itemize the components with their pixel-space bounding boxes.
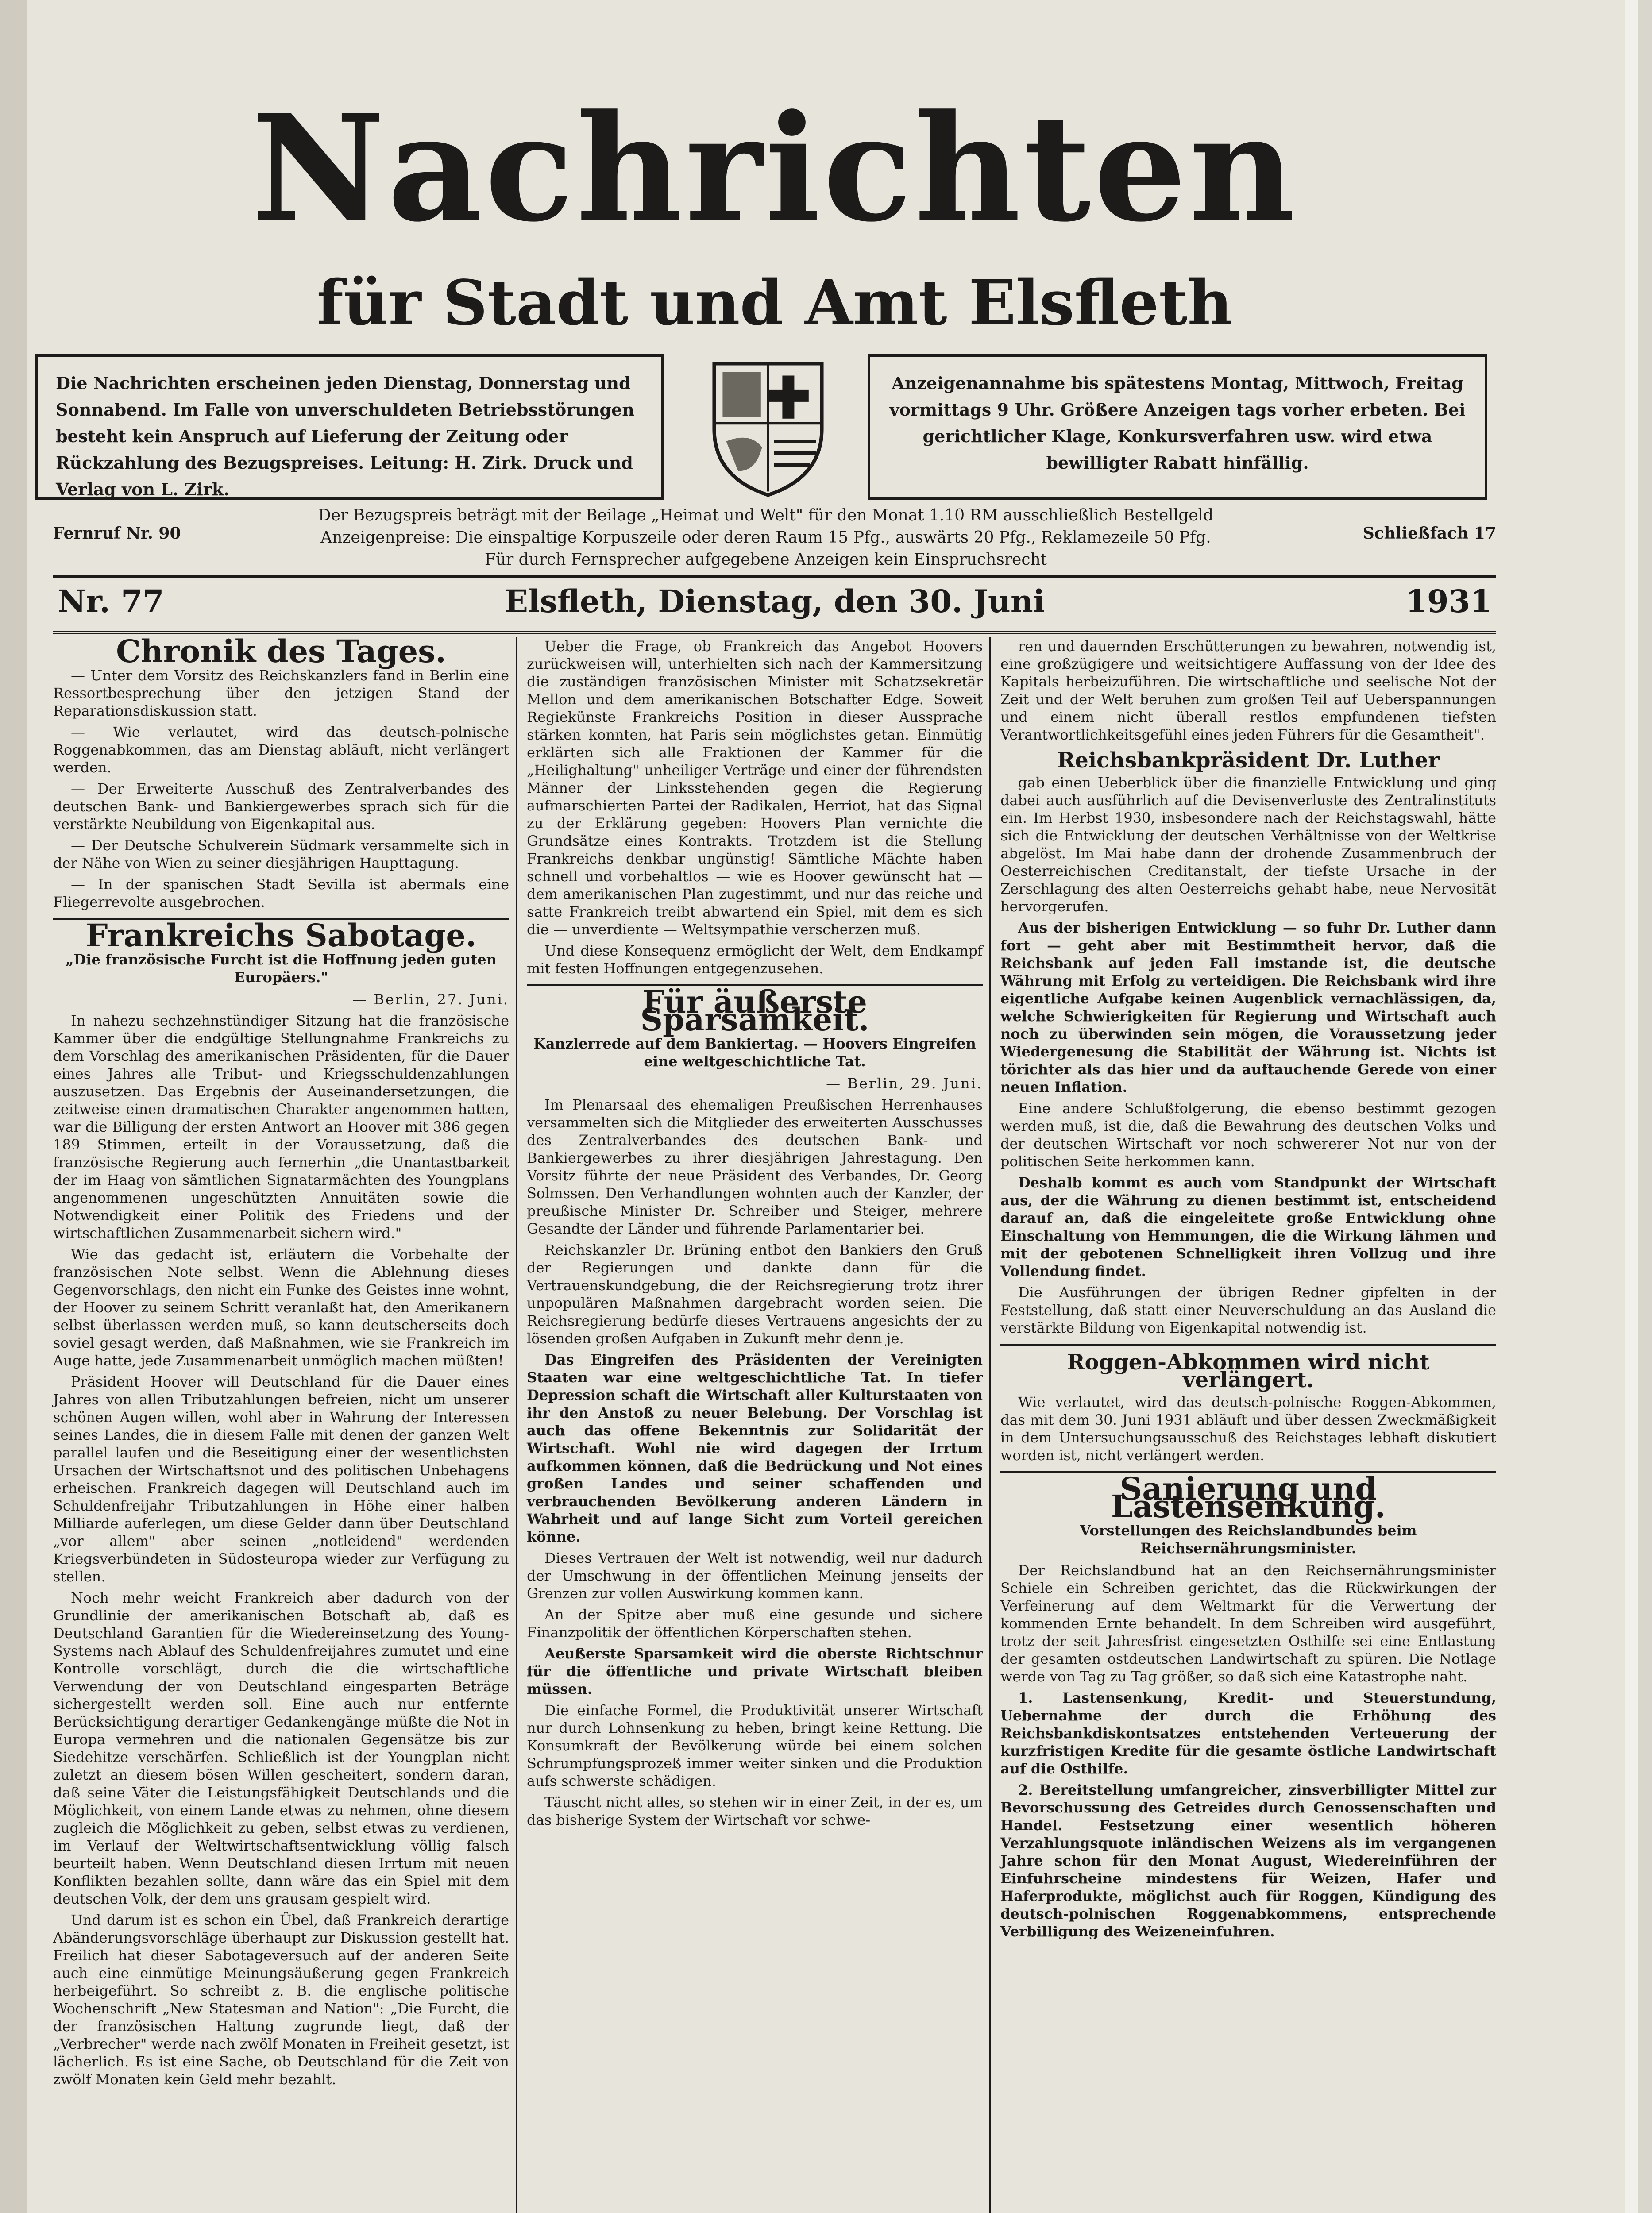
paragraph: — Wie verlautet, wird das deutsch-polnische Roggenabkommen, das am Dienstag abläuft, nicht verlängert werden. <box>53 724 509 776</box>
paragraph: Noch mehr weicht Frankreich aber dadurch von der Grundlinie der amerikanischen Botschaft ab, daß es Deutschland Garantien für die Wiedereinsetzung des Young-Systems nach Ablauf des Schuldenfreijahres zumutet und eine Kontrolle vorschlägt, durch die die wirtschaftliche Verwendung der von Deutschland eingesparten Beträge sichergestellt werden soll. Eine auch nur entfernte Berücksichtigung derartiger Gedankengänge müßte die Not in Europa vermehren und die nationalen Gegensätze bis zur Siedehitze verschärfen. Schließlich ist der Youngplan nicht zuletzt an diesem bösen Willen gescheitert, sondern daran, daß seine Väter die Leistungsfähigkeit Deutschlands und die Möglichkeit, von einem Lande etwas zu nehmen, ohne diesem zugleich die Möglichkeit zu geben, selbst etwas zu verdienen, im Verlauf der Weltwirtschaftsentwicklung völlig falsch beurteilt haben. Wenn Deutschland diesen Irrtum mit neuen Konflikten bezahlen sollte, dann wäre das ein Spiel mit dem deutschen Volk, der dem uns grausam gespielt wird. <box>53 1589 509 1907</box>
paragraph: Dieses Vertrauen der Welt ist notwendig, weil nur dadurch der Umschwung in der öffentlichen Meinung jenseits der Grenzen zur vollen Auswirkung kommen kann. <box>527 1550 983 1602</box>
price-line-3: Für durch Fernsprecher aufgegebene Anzeigen kein Einspruchsrecht <box>484 551 1047 569</box>
paragraph: Eine andere Schlußfolgerung, die ebenso bestimmt gezogen werden muß, ist die, daß die Bewahrung des deutschen Volks und der deutschen Wirtschaft vor noch schwererer Not nur von der politischen Seite herkommen kann. <box>1000 1100 1496 1170</box>
paragraph: Und darum ist es schon ein Übel, daß Frankreich derartige Abänderungsvorschläge überhaupt zur Diskussion gestellt hat. Freilich hat dieser Sabotageversuch auf der anderen Seite auch eine einmütige Meinungsäußerung gegen Frankreich herbeigeführt. So schreibt z. B. die englische politische Wochenschrift „New Statesman and Nation": „Die Furcht, die der französischen Haltung zugrunde liegt, daß der „Verbrecher" werde nach zwölf Monaten in Freiheit gesetzt, ist lächerlich. Es ist eine Sache, ob Deutschland für die Zeit von zwölf Monaten kein Geld mehr bezahlt. <box>53 1912 509 2088</box>
headline-roggen: Roggen-Abkommen wird nicht verlängert. <box>1067 1350 1430 1392</box>
paragraph: Im Plenarsaal des ehemaligen Preußischen Herrenhauses versammelten sich die Mitglieder des erweiterten Ausschusses des Zentralverbandes des deutschen Bank- und Bankiergewerbes zu ihrer diesjährigen Jahrestagung. Den Vorsitz führte der neue Präsident des Verbandes, Dr. Georg Solmssen. Den Verhandlungen wohnten auch der Kanzler, der preußische Minister Dr. Schreiber und Steiger, mehrere Gesandte der Länder und führende Parlamentarier bei. <box>527 1096 983 1237</box>
paragraph-bold: 1. Lastensenkung, Kredit- und Steuerstundung, Uebernahme der durch die Erhöhung des Reichsbankdiskontsatzes entstehenden Verteuerung der kurzfristigen Kredite für die gesamte östliche Landwirtschaft auf die Osthilfe. <box>1000 1689 1496 1777</box>
paragraph-bold: 2. Bereitstellung umfangreicher, zinsverbilligter Mittel zur Bevorschussung des Getreides durch Genossenschaften und Handel. Festsetzung einer wesentlich höheren Verzahlungsquote inländischen Weizens als im vergangenen Jahre schon für den Monat August, Wiedereinführen der Einfuhrscheine mindestens für Weizen, Hafer und Haferprodukte, möglichst auch für Roggen, Kündigung des deutsch-polnischen Roggenabkommens, entsprechende Verbilligung des Weizeneinfuhren. <box>1000 1781 1496 1940</box>
paragraph-bold: Das Eingreifen des Präsidenten der Vereinigten Staaten war eine weltgeschichtliche Tat. In tiefer Depression schaft die Wirtschaft aller Kulturstaaten von ihr den Anstoß zu neuer Belebung. Der Vorschlag ist auch das offene Bekenntnis zur Solidarität der Wirtschaft. Wohl nie wird dagegen der Irrtum aufkommen können, daß die Bedrückung und Not eines großen Landes und seiner schaffenden und verbrauchenden Bevölkerung anderen Ländern in Wahrheit und auf lange Sicht zum Vorteil gereichen könne. <box>527 1351 983 1545</box>
paragraph: — In der spanischen Stadt Sevilla ist abermals eine Fliegerrevolte ausgebrochen. <box>53 876 509 910</box>
price-line-1: Der Bezugspreis beträgt mit der Beilage „Heimat und Welt" für den Monat 1.10 RM ausschließlich Bestellgeld <box>318 506 1214 524</box>
paragraph: Präsident Hoover will Deutschland für die Dauer eines Jahres von allen Tributzahlungen befreien, nicht um unserer schönen Augen willen, wohl aber in Wahrung der Interessen seines Landes, die in diesem Falle mit denen der ganzen Welt parallel laufen und die Beseitigung einer der wesentlichsten Ursachen der Wirtschaftsnot und des politischen Unbehagens erheischen. Frankreich dagegen will Deutschland auch im Schuldenfreijahr Tributzahlungen in Höhe einer halben Milliarde auferlegen, um diese Gelder dann über Deutschland „vor allem" aber seinen „notleidend" werdenden Kriegsverbündeten in Südosteuropa wieder zur Verfügung zu stellen. <box>53 1373 509 1585</box>
headline-chronik: Chronik des Tages. <box>116 633 446 670</box>
column-2 <box>527 637 983 1832</box>
paragraph: gab einen Ueberblick über die finanzielle Entwicklung und ging dabei auch ausführlich auf die Devisenverluste des Zentralinstituts ein. Im Herbst 1930, insbesondere nach der Reichstagswahl, hätte sich die Entwicklung der deutschen Verhältnisse von der Weltkrise abgelöst. Im Mai habe dann der drohende Zusammenbruch der Oesterreichischen Creditanstalt, der tiefste Ursache in der Zerschlagung des alten Oesterreichs gehabt habe, neue Nervosität hervorgerufen. <box>1000 774 1496 915</box>
paragraph: An der Spitze aber muß eine gesunde und sichere Finanzpolitik der öffentlichen Körperschaften stehen. <box>527 1606 983 1641</box>
phone-number: Fernruf Nr. 90 <box>53 524 181 543</box>
issue-year: 1931 <box>1405 583 1492 620</box>
subheadline: Kanzlerrede auf dem Bankiertag. — Hoovers Eingreifen eine weltgeschichtliche Tat. <box>533 1035 976 1070</box>
paragraph: Und diese Konsequenz ermöglicht der Welt, dem Endkampf mit festen Hoffnungen entgegenzusehen. <box>527 942 983 977</box>
paragraph: Täuscht nicht alles, so stehen wir in einer Zeit, in der es, um das bisherige System der Wirtschaft vor schwe- <box>527 1794 983 1828</box>
newspaper-page <box>27 0 1638 2213</box>
page-edge <box>1625 0 1638 2213</box>
column-rule <box>989 637 991 2213</box>
paragraph: — Der Deutsche Schulverein Südmark versammelte sich in der Nähe von Wien zu seiner diesjährigen Haupttagung. <box>53 837 509 871</box>
paragraph: — Unter dem Vorsitz des Reichskanzlers fand in Berlin eine Ressortbesprechung über den jetzigen Stand der Reparationsdiskussion statt. <box>53 667 509 719</box>
paragraph: Die Ausführungen der übrigen Redner gipfelten in der Feststellung, daß statt einer Neuverschuldung an das Ausland die verstärkte Bildung von Eigenkapital notwendig ist. <box>1000 1284 1496 1336</box>
paragraph: — Der Erweiterte Ausschuß des Zentralverbandes des deutschen Bank- und Bankiergewerbes sprach sich für die verstärkte Neubildung von Eigenkapital aus. <box>53 780 509 833</box>
masthead-subtitle: für Stadt und Amt Elsfleth <box>317 267 1233 339</box>
paragraph-bold: Aeußerste Sparsamkeit wird die oberste Richtschnur für die öffentliche und private Wirtschaft bleiben müssen. <box>527 1645 983 1697</box>
column-3 <box>1000 637 1496 1944</box>
headline-sanierung: Sanierung und Lastensenkung. <box>1111 1470 1386 1525</box>
paragraph: Die einfache Formel, die Produktivität unserer Wirtschaft nur durch Lohnsenkung zu heben, bringt keine Rettung. Die Konsumkraft der Bevölkerung würde bei einem solchen Schrumpfungsprozeß immer weiter sinken und die Produktion aufs schwerste schädigen. <box>527 1702 983 1789</box>
subheadline: Vorstellungen des Reichslandbundes beim Reichsernährungsminister. <box>1080 1522 1417 1557</box>
book-spine <box>0 0 27 2213</box>
price-line-2: Anzeigenpreise: Die einspaltige Korpuszeile oder deren Raum 15 Pfg., auswärts 20 Pfg., Reklamezeile 50 Pfg. <box>320 528 1211 547</box>
column-1 <box>53 633 509 2092</box>
paragraph-bold: Deshalb kommt es auch vom Standpunkt der Wirtschaft aus, der die Währung zu dienen bestimmt ist, entscheidend darauf an, daß die eingeleitete große Entwicklung ohne Einschaltung von Hemmungen, die die Wirkung lähmen und mit der gebotenen Schnelligkeit ihren Vollzug und ihre Vollendung findet. <box>1000 1174 1496 1280</box>
paragraph: Reichskanzler Dr. Brüning entbot den Bankiers den Gruß der Regierungen und dankte dann für die Vertrauenskundgebung, die der Reichsregierung trotz ihrer unpopulären Maßnahmen dargebracht worden seien. Die Reichsregierung bedürfe dieses Vertrauens angesichts der zu lösenden großen Aufgaben in Zukunft mehr denn je. <box>527 1241 983 1347</box>
issue-number: Nr. 77 <box>58 583 164 620</box>
po-box: Schließfach 17 <box>1363 524 1496 543</box>
column-rule <box>516 637 517 2213</box>
dateline: — Berlin, 29. Juni. <box>826 1075 983 1092</box>
dateline: — Berlin, 27. Juni. <box>352 991 509 1008</box>
coat-of-arms-icon <box>708 354 828 505</box>
paragraph: Der Reichslandbund hat an den Reichsernährungsminister Schiele ein Schreiben gerichtet, das die Rückwirkungen der Verfeinerung auf dem Weltmarkt für die Verwertung der kommenden Ernte behandelt. In dem Schreiben wird ausgeführt, trotz der seit Jahresfrist eingesetzten Osthilfe sei eine Entlastung der gesamten ostdeutschen Landwirtschaft zu spüren. Die Notlage werde von Tag zu Tag größer, so daß sich eine Katastrophe naht. <box>1000 1562 1496 1685</box>
paragraph: In nahezu sechzehnstündiger Sitzung hat die französische Kammer über die endgültige Stellungnahme Frankreichs zu dem Vorschlag des amerikanischen Präsidenten, für die Dauer eines Jahres alle Tribut- und Kriegsschuldenzahlungen auszusetzen. Das Ergebnis der Auseinandersetzungen, die zeitweise einen dramatischen Charakter angenommen hatten, war die Billigung der ersten Antwort an Hoover mit 386 gegen 189 Stimmen, erteilt in der Voraussetzung, daß die französische Regierung auch fernerhin „die Unantastbarkeit der im Haag von sämtlichen Signatarmächten des Youngplans angenommenen ungeschützten Annuitäten sowie die Notwendigkeit einer Politik des Friedens und der wirtschaftlichen Zusammenarbeit sichern wird." <box>53 1012 509 1241</box>
masthead-title: Nachrichten <box>251 82 1298 254</box>
paragraph: ren und dauernden Erschütterungen zu bewahren, notwendig ist, eine großzügigere und weitsichtigere Auffassung von der Idee des Kapitals herbeizuführen. Die wirtschaftliche und seelische Not der Zeit und der Welt beruhen zum großen Teil auf Ueberspannungen und einem nicht überall restlos empfundenen tiefsten Verantwortlichkeitsgefühl eines jeden Führers für die Gesamtheit". <box>1000 638 1496 743</box>
issue-date-bar <box>53 575 1496 634</box>
divider <box>1000 1344 1496 1346</box>
paragraph-bold: Aus der bisherigen Entwicklung — so fuhr Dr. Luther dann fort — geht aber mit Bestimmtheit hervor, daß die Reichsbank auf jeden Fall imstande ist, die deutsche Währung mit Erfolg zu verteidigen. Die Reichsbank wird ihre eigentliche Aufgabe keinen Augenblick vernachlässigen, da, welche Schwierigkeiten für Regierung und Wirtschaft auch noch zu überwinden sein mögen, die Voraussetzung jeder Wiedergenesung die Stabilität der Währung ist. Nichts ist törichter als das hier und da auftauchende Gerede von einer neuen Inflation. <box>1000 919 1496 1095</box>
paragraph: Wie das gedacht ist, erläutern die Vorbehalte der französischen Note selbst. Wenn die Ablehnung dieses Gegenvorschlags, den nicht ein Funke des Geistes inne wohnt, der Hoover zu seinem Schritt veranlaßt hat, den Amerikanern selbst überlassen werden muß, so kann deutscherseits doch soviel gesagt werden, daß Maßnahmen, wie sie Frankreich im Auge hatte, jede Zusammenarbeit unmöglich machen müßten! <box>53 1246 509 1369</box>
advertising-info-box: Anzeigenannahme bis spätestens Montag, Mittwoch, Freitag vormittags 9 Uhr. Größere Anzeigen tags vorher erbeten. Bei gerichtlicher Klage, Konkursverfahren usw. wird etwa bewilligter Rabatt hinfällig. <box>868 354 1487 500</box>
headline-sabotage: Frankreichs Sabotage. <box>85 917 477 954</box>
paragraph: Wie verlautet, wird das deutsch-polnische Roggen-Abkommen, das mit dem 30. Juni 1931 abläuft und über dessen Zweckmäßigkeit in dem Untersuchungsausschuß des Reichstages lebhaft diskutiert worden ist, nicht verlängert werden. <box>1000 1394 1496 1464</box>
headline-sparsamkeit: Für äußerste Sparsamkeit. <box>640 983 869 1038</box>
subheadline: „Die französische Furcht ist die Hoffnung jeden guten Europäers." <box>66 951 497 986</box>
publication-info-box: Die Nachrichten erscheinen jeden Dienstag, Donnerstag und Sonnabend. Im Falle von unverschuldeten Betriebsstörungen besteht kein Anspruch auf Lieferung der Zeitung oder Rückzahlung des Bezugspreises. Leitung: H. Zirk. Druck und Verlag von L. Zirk. <box>35 354 664 500</box>
paragraph: Ueber die Frage, ob Frankreich das Angebot Hoovers zurückweisen will, unterhielten sich nach der Kammersitzung die zuständigen französischen Minister mit Schatzsekretär Mellon und dem amerikanischen Botschafter Edge. Soweit Regiekünste Frankreichs Position in dieser Aussprache stärken konnten, hat Paris sein möglichstes getan. Einmütig erklärten sich alle Fraktionen der Kammer für die „Heilighaltung" unheiliger Verträge und einer der führendsten Männer der Linksstehenden gegen die Regierung aufmarschierten Partei der Radikalen, Herriot, hat das Signal zu der Erklärung gegeben: Hoovers Plan vernichte die Grundsätze eines Kontrakts. Trotzdem ist die Stellung Frankreichs denkbar ungünstig! Sämtliche Mächte haben schnell und vorbehaltlos — wie es Hoover gewünscht hat — dem amerikanischen Plan zugestimmt, und nur das reiche und satte Frankreich treibt abwartend ein Spiel, mit dem es sich die — unverdiente — Weltsympathie verscherzen muß. <box>527 638 983 938</box>
headline-luther: Reichsbankpräsident Dr. Luther <box>1057 748 1440 773</box>
issue-date: Elsfleth, Dienstag, den 30. Juni <box>504 583 1045 620</box>
